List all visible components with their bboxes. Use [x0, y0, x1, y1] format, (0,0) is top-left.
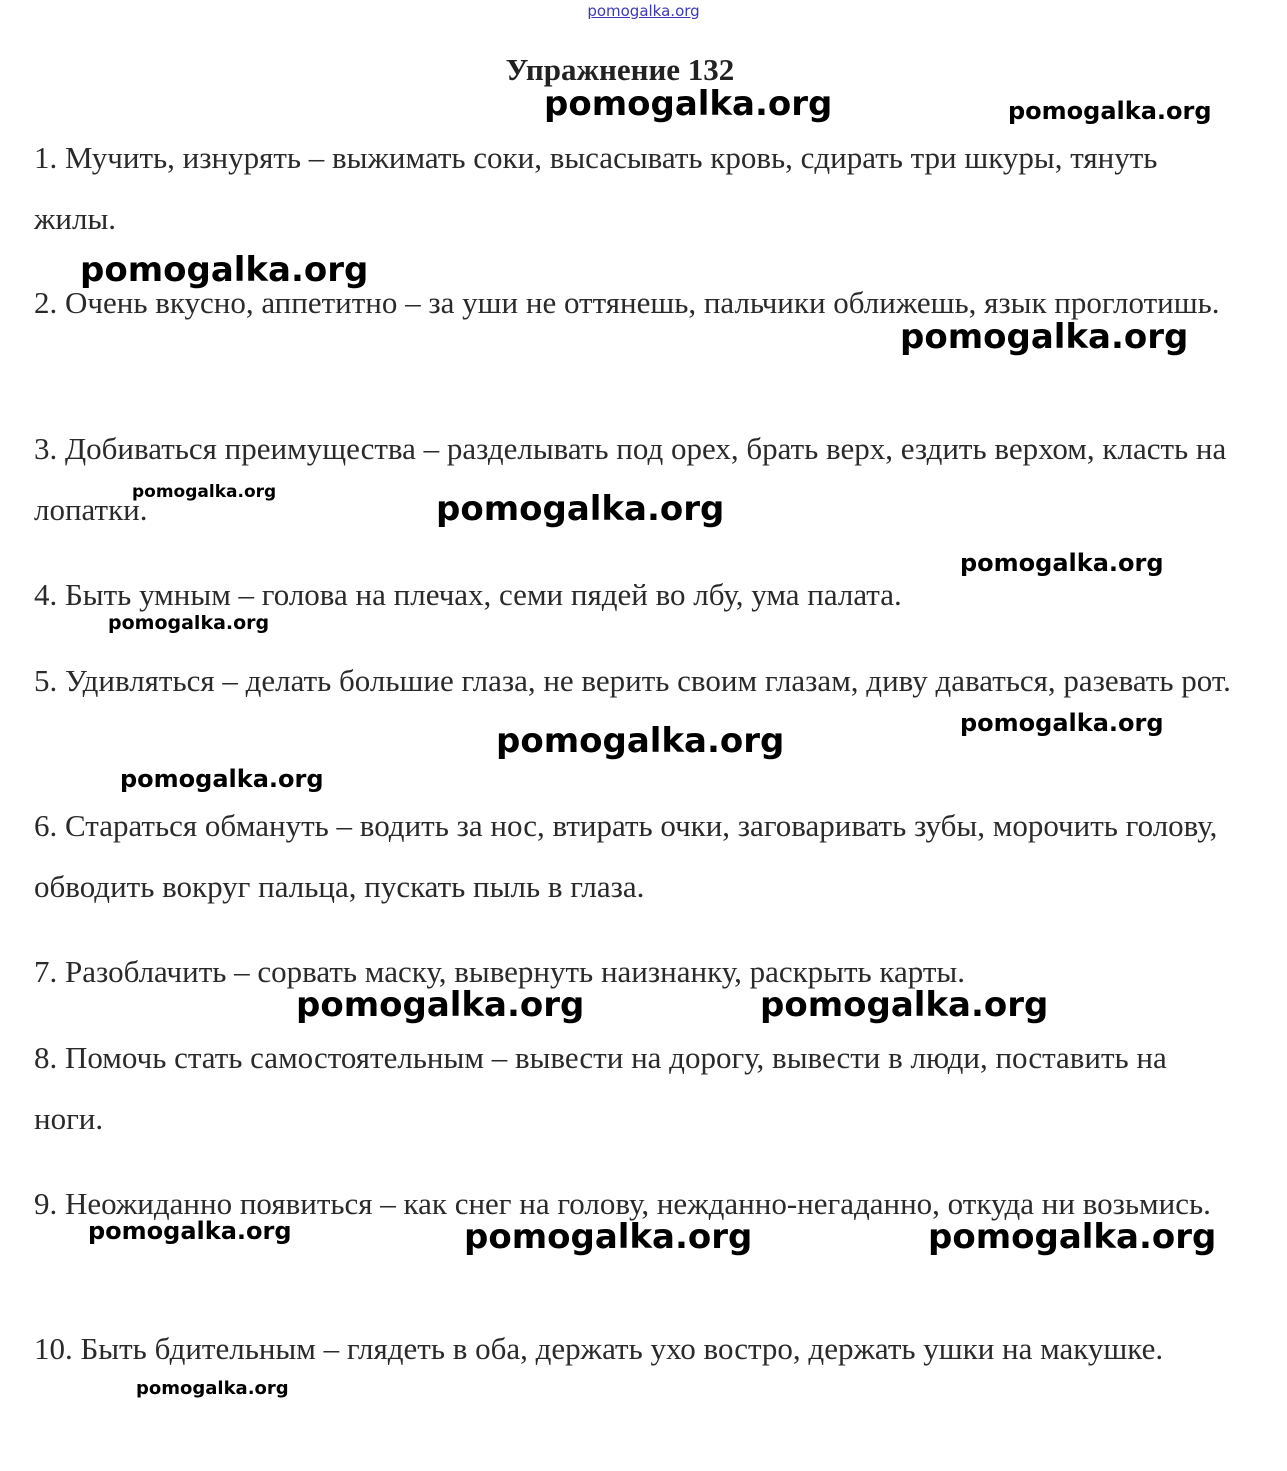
list-item: 1. Мучить, изнурять – выжимать соки, высасывать кровь, сдирать три шкуры, тянуть жилы. [34, 140, 1158, 236]
watermark: pomogalka.org [132, 482, 277, 502]
watermark: pomogalka.org [760, 985, 1049, 1025]
list-item: 5. Удивляться – делать большие глаза, не верить своим глазам, диву даваться, разевать рот. [34, 663, 1231, 698]
page-title: Упражнение 132 [505, 52, 735, 87]
watermark: pomogalka.org [1008, 97, 1212, 125]
list-item: 8. Помочь стать самостоятельным – вывести на дорогу, вывести в люди, поставить на ноги. [34, 1040, 1167, 1136]
site-link[interactable]: pomogalka.org [587, 2, 700, 20]
list-item: 2. Очень вкусно, аппетитно – за уши не оттянешь, пальчики оближешь, язык проглотишь. [34, 285, 1220, 320]
list-item: 10. Быть бдительным – глядеть в оба, держать ухо востро, держать ушки на макушке. [34, 1331, 1164, 1366]
watermark: pomogalka.org [108, 612, 270, 634]
watermark: pomogalka.org [80, 250, 369, 290]
list-item: 7. Разоблачить – сорвать маску, вывернуть наизнанку, раскрыть карты. [34, 954, 965, 989]
list-item: 6. Стараться обмануть – водить за нос, втирать очки, заговаривать зубы, морочить голову, обводить вокруг пальца, пускать пыль в глаза. [34, 808, 1218, 904]
watermark: pomogalka.org [544, 84, 833, 124]
watermark: pomogalka.org [464, 1217, 753, 1257]
list-item: 4. Быть умным – голова на плечах, семи пядей во лбу, ума палата. [34, 577, 902, 612]
watermark: pomogalka.org [436, 489, 725, 529]
watermark: pomogalka.org [960, 709, 1164, 737]
watermark: pomogalka.org [88, 1217, 292, 1245]
list-item: 9. Неожиданно появиться – как снег на голову, нежданно-негаданно, откуда ни возьмись. [34, 1186, 1211, 1221]
watermark: pomogalka.org [296, 985, 585, 1025]
watermark: pomogalka.org [496, 721, 785, 761]
watermark: pomogalka.org [120, 765, 324, 793]
watermark: pomogalka.org [928, 1217, 1217, 1257]
watermark: pomogalka.org [960, 549, 1164, 577]
watermark: pomogalka.org [20, 1446, 29, 1447]
list-item: 3. Добиваться преимущества – разделывать под орех, брать верх, ездить верхом, класть на лопатки. [34, 431, 1227, 527]
watermark: pomogalka.org [136, 1378, 289, 1399]
watermark: pomogalka.org [900, 317, 1189, 357]
